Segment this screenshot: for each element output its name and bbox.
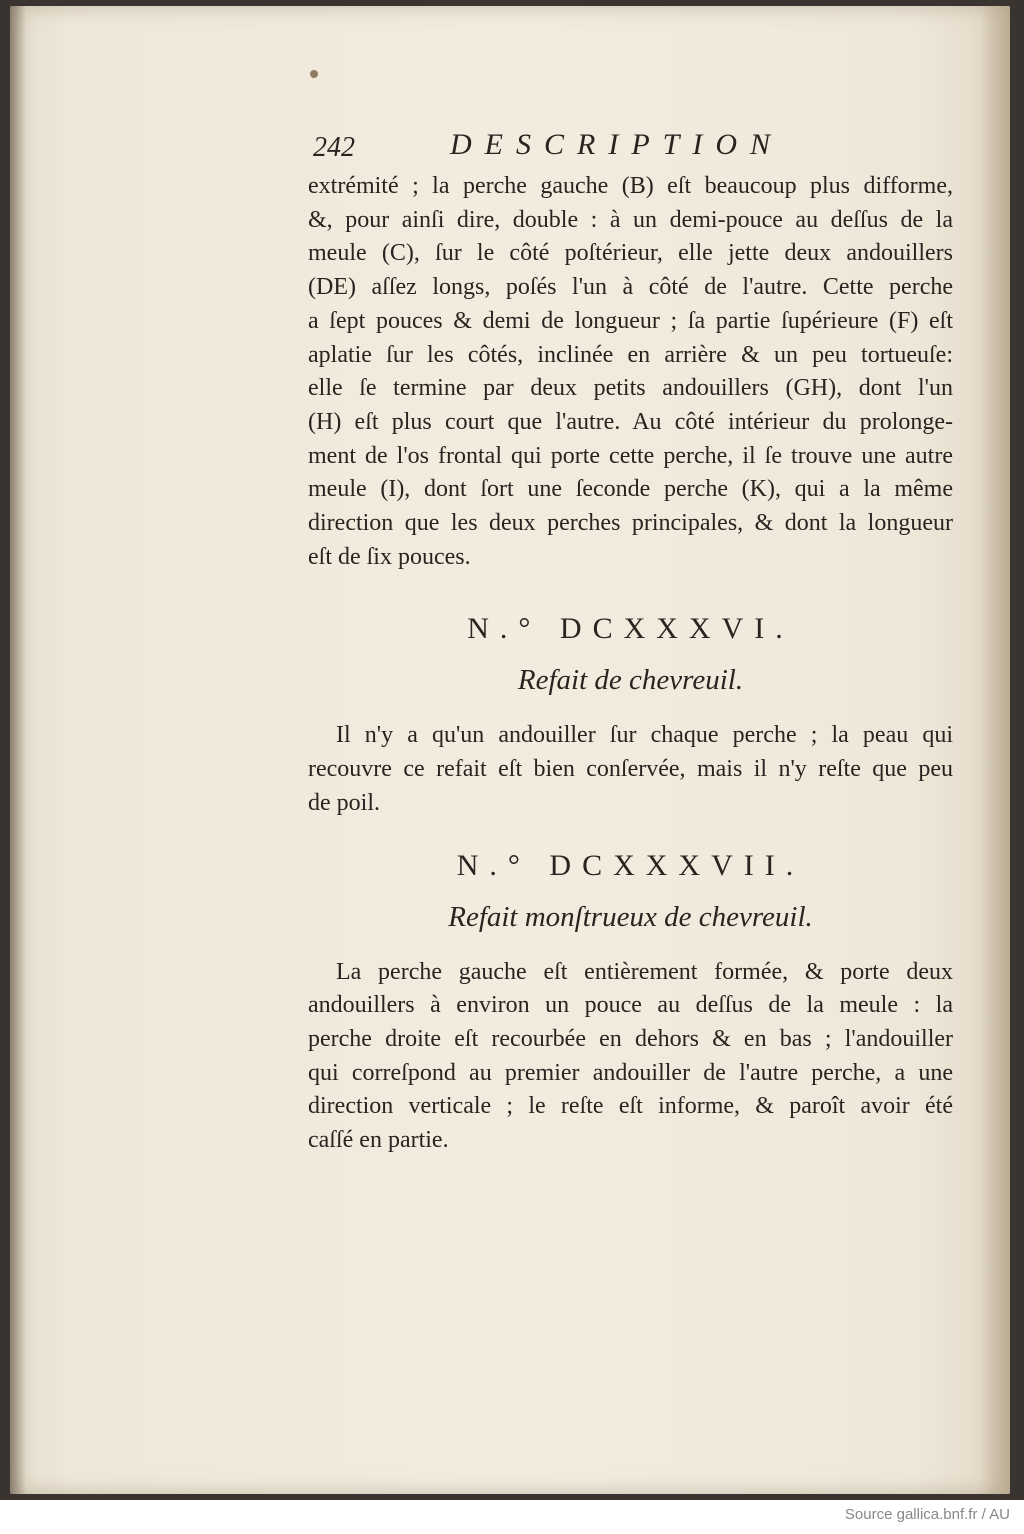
running-head — [308, 128, 953, 170]
running-title: DESCRIPTION — [450, 128, 783, 161]
spine-shadow — [10, 6, 26, 1494]
source-credit: Source gallica.bnf.fr / AU — [844, 1506, 1010, 1523]
text-line: (H) eſt plus court que l'autre. Au côté intérieur du prolonge- — [308, 408, 953, 435]
text-line: caſſé en partie. — [308, 1127, 449, 1154]
section-paragraph — [308, 956, 953, 1158]
page-content — [308, 128, 953, 1158]
page-number: 242 — [313, 132, 355, 163]
text-line: extrémité ; la perche gauche (B) eſt beaucoup plus difforme, — [308, 173, 953, 199]
section-number: N.° DCXXXVI. — [467, 612, 794, 646]
text-line: elle ſe termine par deux petits andouillers (GH), dont l'un — [308, 375, 953, 402]
text-line: meule (C), ſur le côté poſtérieur, elle jette deux andouillers — [308, 240, 953, 267]
text-line: aplatie ſur les côtés, inclinée en arrière & un peu tortueuſe: — [308, 341, 953, 368]
text-line: Il n'y a qu'un andouiller ſur chaque perche ; la peau qui — [336, 722, 953, 749]
text-line: meule (I), dont ſort une ſeconde perche (K), qui a la même — [308, 476, 953, 503]
text-line: direction que les deux perches principales, & dont la longueur — [308, 510, 953, 537]
text-line: La perche gauche eſt entièrement formée, & porte deux — [336, 958, 953, 985]
section-number: N.° DCXXXVII. — [456, 848, 805, 882]
text-line: (DE) aſſez longs, poſés l'un à côté de l'autre. Cette perche — [308, 274, 953, 301]
ink-spot — [310, 70, 318, 78]
section-title: Refait monſtrueux de chevreuil. — [448, 900, 813, 933]
text-line: recouvre ce refait eſt bien conſervée, mais il n'y reſte que peu — [308, 756, 953, 783]
text-line: qui correſpond au premier andouiller de l'autre perche, a une — [308, 1059, 953, 1086]
text-line: de poil. — [308, 789, 380, 816]
section-dcxxxvi — [308, 612, 953, 820]
text-line: eſt de ſix pouces. — [308, 543, 471, 570]
text-line: a ſept pouces & demi de longueur ; ſa partie ſupérieure (F) eſt — [308, 307, 953, 334]
section-paragraph — [308, 719, 953, 820]
text-line: ment de l'os frontal qui porte cette perche, il ſe trouve une autre — [308, 442, 953, 469]
text-line: perche droite eſt recourbée en dehors & en bas ; l'andouiller — [308, 1025, 953, 1052]
text-line: &, pour ainſi dire, double : à un demi-pouce au deſſus de la — [308, 206, 953, 233]
page-edge — [980, 6, 1010, 1494]
section-title: Refait de chevreuil. — [517, 664, 744, 697]
text-line: andouillers à environ un pouce au deſſus de la meule : la — [308, 992, 953, 1019]
section-dcxxxvii — [308, 849, 953, 1158]
text-line: direction verticale ; le reſte eſt informe, & paroît avoir été — [308, 1093, 953, 1120]
intro-paragraph — [308, 170, 953, 574]
